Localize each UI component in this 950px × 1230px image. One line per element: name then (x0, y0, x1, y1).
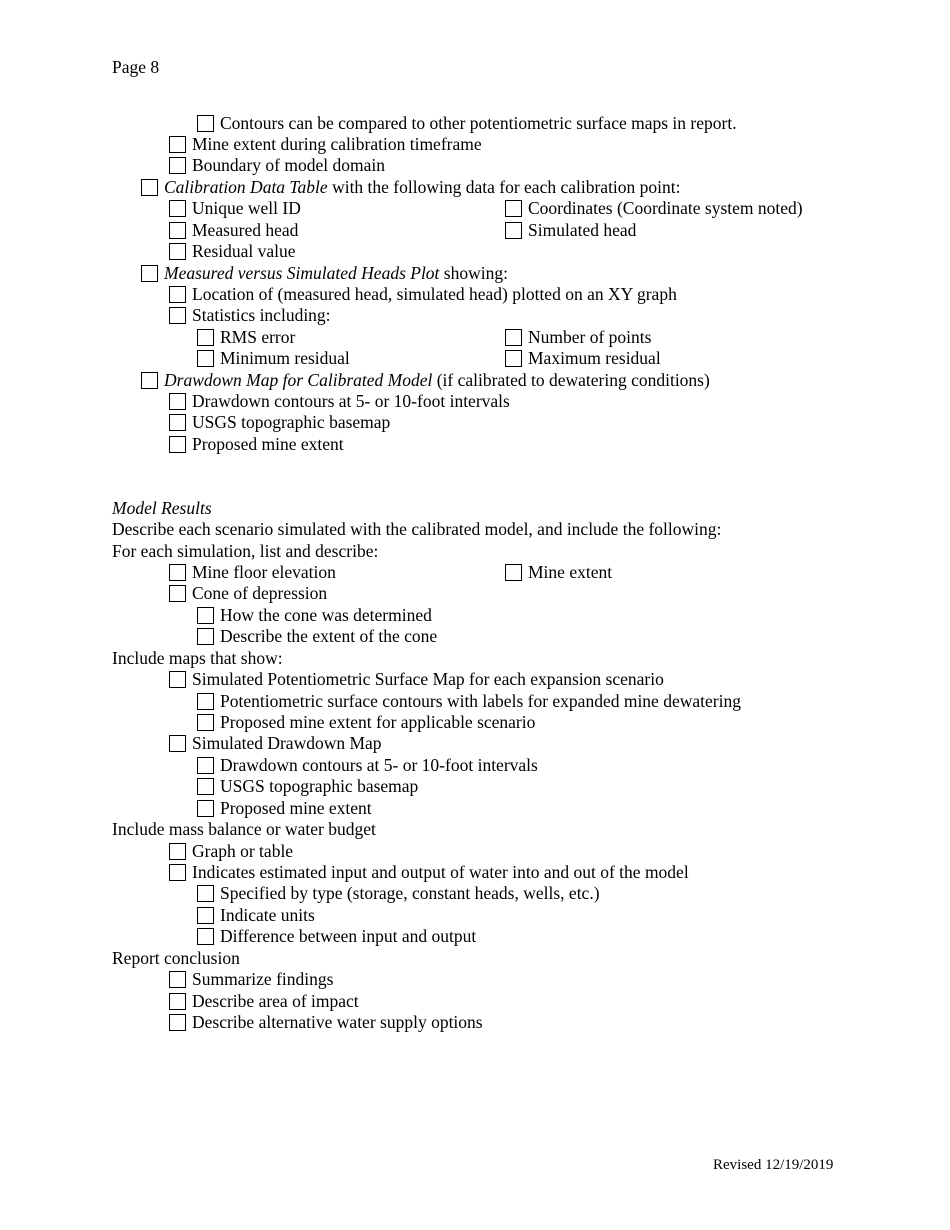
checklist-item (169, 305, 331, 326)
item-label: Describe area of impact (192, 991, 359, 1011)
item-label: Simulated head (528, 220, 637, 240)
subsection-heading: Include maps that show: (112, 648, 283, 668)
item-label: Simulated Potentiometric Surface Map for each expansion scenario (192, 669, 664, 689)
checklist-item (197, 755, 538, 776)
checklist-item (505, 327, 651, 348)
checkbox[interactable] (169, 436, 186, 453)
checklist-item-heads-plot (141, 263, 508, 284)
item-label: Mine extent (528, 562, 613, 582)
item-label: USGS topographic basemap (192, 412, 391, 432)
item-label: Residual value (192, 241, 296, 261)
checklist-item (169, 134, 482, 155)
checklist-item (197, 327, 295, 348)
item-label: Specified by type (storage, constant heads, wells, etc.) (220, 883, 600, 903)
checkbox[interactable] (197, 907, 214, 924)
checklist-item (169, 862, 689, 883)
checkbox[interactable] (169, 200, 186, 217)
checkbox[interactable] (197, 350, 214, 367)
item-label: Drawdown contours at 5- or 10-foot intervals (220, 755, 538, 775)
item-label: Location of (measured head, simulated head) plotted on an XY graph (192, 284, 677, 304)
item-label: Boundary of model domain (192, 155, 385, 175)
checklist-item (197, 798, 372, 819)
item-label: Summarize findings (192, 969, 334, 989)
checklist-item (169, 733, 382, 754)
checkbox[interactable] (169, 993, 186, 1010)
checklist-item (197, 626, 437, 647)
checklist-item (197, 605, 432, 626)
checklist-item (505, 348, 661, 369)
checklist-item (169, 198, 301, 219)
checklist-item (169, 669, 664, 690)
checkbox[interactable] (197, 928, 214, 945)
item-label: Proposed mine extent for applicable scenario (220, 712, 536, 732)
item-label: Drawdown contours at 5- or 10-foot intervals (192, 391, 510, 411)
checkbox[interactable] (169, 393, 186, 410)
item-label: Indicates estimated input and output of water into and out of the model (192, 862, 689, 882)
checkbox[interactable] (197, 757, 214, 774)
checkbox[interactable] (197, 800, 214, 817)
item-label: Simulated Drawdown Map (192, 733, 382, 753)
item-label: Indicate units (220, 905, 315, 925)
checklist-item (197, 712, 535, 733)
item-label: Statistics including: (192, 305, 331, 325)
checklist-item (505, 220, 636, 241)
subsection-heading: Include mass balance or water budget (112, 819, 376, 839)
checkbox[interactable] (505, 222, 522, 239)
checkbox[interactable] (169, 735, 186, 752)
item-title: Drawdown Map for Calibrated Model (164, 370, 433, 390)
checklist-item (197, 776, 418, 797)
checkbox[interactable] (169, 585, 186, 602)
item-label: Proposed mine extent (220, 798, 372, 818)
checklist-item-drawdown-map (141, 370, 710, 391)
item-label: Contours can be compared to other potentiometric surface maps in report. (220, 113, 737, 133)
item-label: Mine floor elevation (192, 562, 336, 582)
item-label: How the cone was determined (220, 605, 432, 625)
item-label: Difference between input and output (220, 926, 477, 946)
item-label: Unique well ID (192, 198, 301, 218)
checklist-item (169, 434, 344, 455)
item-label: Graph or table (192, 841, 294, 861)
section-heading-model-results: Model Results (112, 498, 212, 518)
checkbox[interactable] (197, 885, 214, 902)
checkbox[interactable] (197, 628, 214, 645)
checkbox[interactable] (197, 115, 214, 132)
item-label: Measured head (192, 220, 299, 240)
checkbox[interactable] (197, 693, 214, 710)
checkbox[interactable] (169, 414, 186, 431)
checkbox[interactable] (169, 243, 186, 260)
checklist-item (169, 991, 359, 1012)
item-label: Describe alternative water supply options (192, 1012, 483, 1032)
checklist-item-data-table (141, 177, 681, 198)
item-title: Calibration Data Table (164, 177, 328, 197)
checkbox[interactable] (141, 265, 158, 282)
checklist-item (169, 155, 385, 176)
checkbox[interactable] (169, 971, 186, 988)
checkbox[interactable] (169, 671, 186, 688)
checkbox[interactable] (197, 714, 214, 731)
item-label: USGS topographic basemap (220, 776, 419, 796)
checklist-item (505, 198, 803, 219)
checkbox[interactable] (141, 179, 158, 196)
checkbox[interactable] (197, 778, 214, 795)
checkbox[interactable] (169, 136, 186, 153)
item-label: Cone of depression (192, 583, 328, 603)
checklist-item (197, 926, 476, 947)
checklist-item (169, 412, 390, 433)
item-label: Number of points (528, 327, 652, 347)
subsection-heading: Report conclusion (112, 948, 240, 968)
revision-date: Revised 12/19/2019 (713, 1157, 834, 1173)
checkbox[interactable] (169, 222, 186, 239)
checklist-item (197, 113, 737, 134)
checkbox[interactable] (141, 372, 158, 389)
checklist-item (505, 562, 612, 583)
item-label: Potentiometric surface contours with labels for expanded mine dewatering (220, 691, 741, 711)
checkbox[interactable] (505, 200, 522, 217)
section-intro: Describe each scenario simulated with the calibrated model, and include the following: (112, 519, 722, 539)
checklist-item (169, 284, 677, 305)
checkbox[interactable] (169, 564, 186, 581)
checklist-item (169, 220, 298, 241)
checklist-item (169, 241, 296, 262)
checkbox[interactable] (505, 564, 522, 581)
page-number: Page 8 (112, 57, 160, 77)
checklist-item (197, 905, 315, 926)
checklist-item (169, 562, 336, 583)
item-label: Describe the extent of the cone (220, 626, 438, 646)
checkbox[interactable] (169, 864, 186, 881)
checkbox[interactable] (197, 329, 214, 346)
item-label: RMS error (220, 327, 296, 347)
checklist-item (197, 348, 350, 369)
checkbox[interactable] (169, 843, 186, 860)
checklist-item (197, 883, 600, 904)
checkbox[interactable] (197, 607, 214, 624)
item-label: Mine extent during calibration timeframe (192, 134, 482, 154)
checkbox[interactable] (505, 329, 522, 346)
item-label: Coordinates (Coordinate system noted) (528, 198, 803, 218)
subsection-heading: For each simulation, list and describe: (112, 541, 379, 561)
checklist-item (197, 691, 741, 712)
item-label: (if calibrated to dewatering conditions) (432, 370, 710, 390)
checkbox[interactable] (169, 307, 186, 324)
checkbox[interactable] (169, 1014, 186, 1031)
checklist-item (169, 583, 327, 604)
item-label: showing: (439, 263, 508, 283)
checklist-item (169, 841, 293, 862)
checkbox[interactable] (505, 350, 522, 367)
item-label: Maximum residual (528, 348, 661, 368)
checkbox[interactable] (169, 157, 186, 174)
checkbox[interactable] (169, 286, 186, 303)
checklist-item (169, 391, 510, 412)
item-title: Measured versus Simulated Heads Plot (164, 263, 440, 283)
checklist-item (169, 969, 333, 990)
item-label: Proposed mine extent (192, 434, 344, 454)
item-label: Minimum residual (220, 348, 350, 368)
item-label: with the following data for each calibration point: (327, 177, 681, 197)
checklist-item (169, 1012, 483, 1033)
